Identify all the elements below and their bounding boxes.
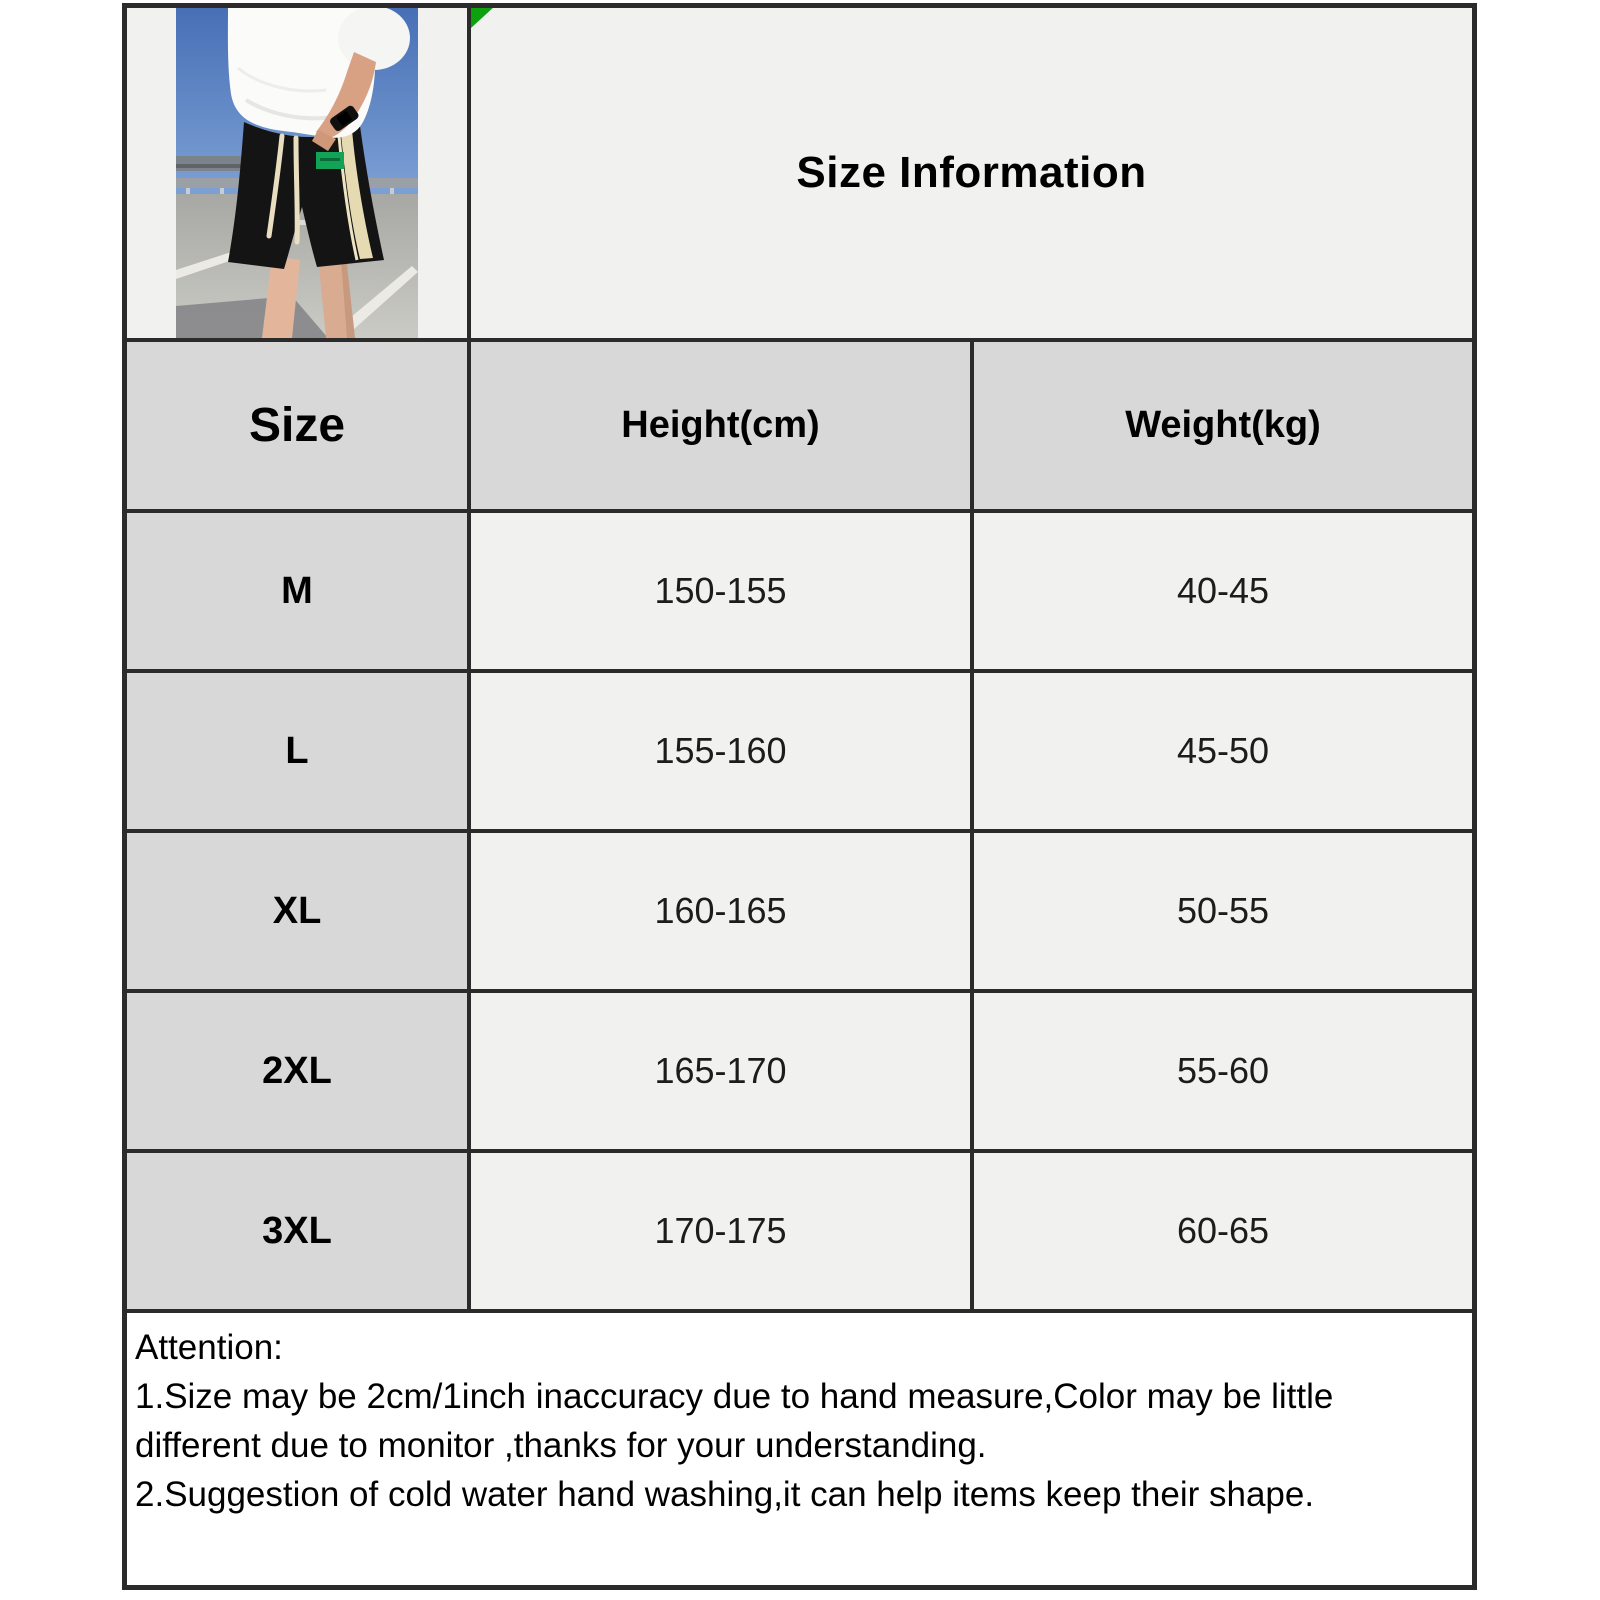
attention-section bbox=[127, 1313, 1472, 1585]
height-cell-3xl: 170-175 bbox=[471, 1153, 970, 1309]
green-corner-flag-icon bbox=[471, 8, 495, 30]
column-header-weight: Weight(kg) bbox=[974, 342, 1472, 509]
size-information-header bbox=[471, 8, 1472, 338]
weight-cell-3xl: 60-65 bbox=[974, 1153, 1472, 1309]
weight-cell-xl: 50-55 bbox=[974, 833, 1472, 989]
column-header-size: Size bbox=[127, 342, 467, 509]
height-cell-xl: 160-165 bbox=[471, 833, 970, 989]
weight-cell-2xl: 55-60 bbox=[974, 993, 1472, 1149]
product-photo-cell bbox=[127, 8, 467, 338]
attention-note-1: 1.Size may be 2cm/1inch inaccuracy due to hand measure,Color may be little different due to monitor ,thanks for your understanding. bbox=[135, 1377, 1334, 1465]
weight-cell-m: 40-45 bbox=[974, 513, 1472, 669]
size-cell-2xl: 2XL bbox=[127, 993, 467, 1149]
size-cell-xl: XL bbox=[127, 833, 467, 989]
weight-cell-l: 45-50 bbox=[974, 673, 1472, 829]
attention-note-2: 2.Suggestion of cold water hand washing,it can help items keep their shape. bbox=[135, 1475, 1315, 1514]
height-cell-l: 155-160 bbox=[471, 673, 970, 829]
size-cell-3xl: 3XL bbox=[127, 1153, 467, 1309]
product-photo bbox=[176, 8, 418, 338]
column-header-height: Height(cm) bbox=[471, 342, 970, 509]
height-cell-2xl: 165-170 bbox=[471, 993, 970, 1149]
green-tag bbox=[316, 152, 344, 169]
sleeve bbox=[338, 8, 410, 70]
size-cell-l: L bbox=[127, 673, 467, 829]
attention-title: Attention: bbox=[135, 1328, 283, 1367]
size-cell-m: M bbox=[127, 513, 467, 669]
height-cell-m: 150-155 bbox=[471, 513, 970, 669]
size-chart-table bbox=[122, 3, 1477, 1590]
page-title: Size Information bbox=[796, 148, 1147, 197]
